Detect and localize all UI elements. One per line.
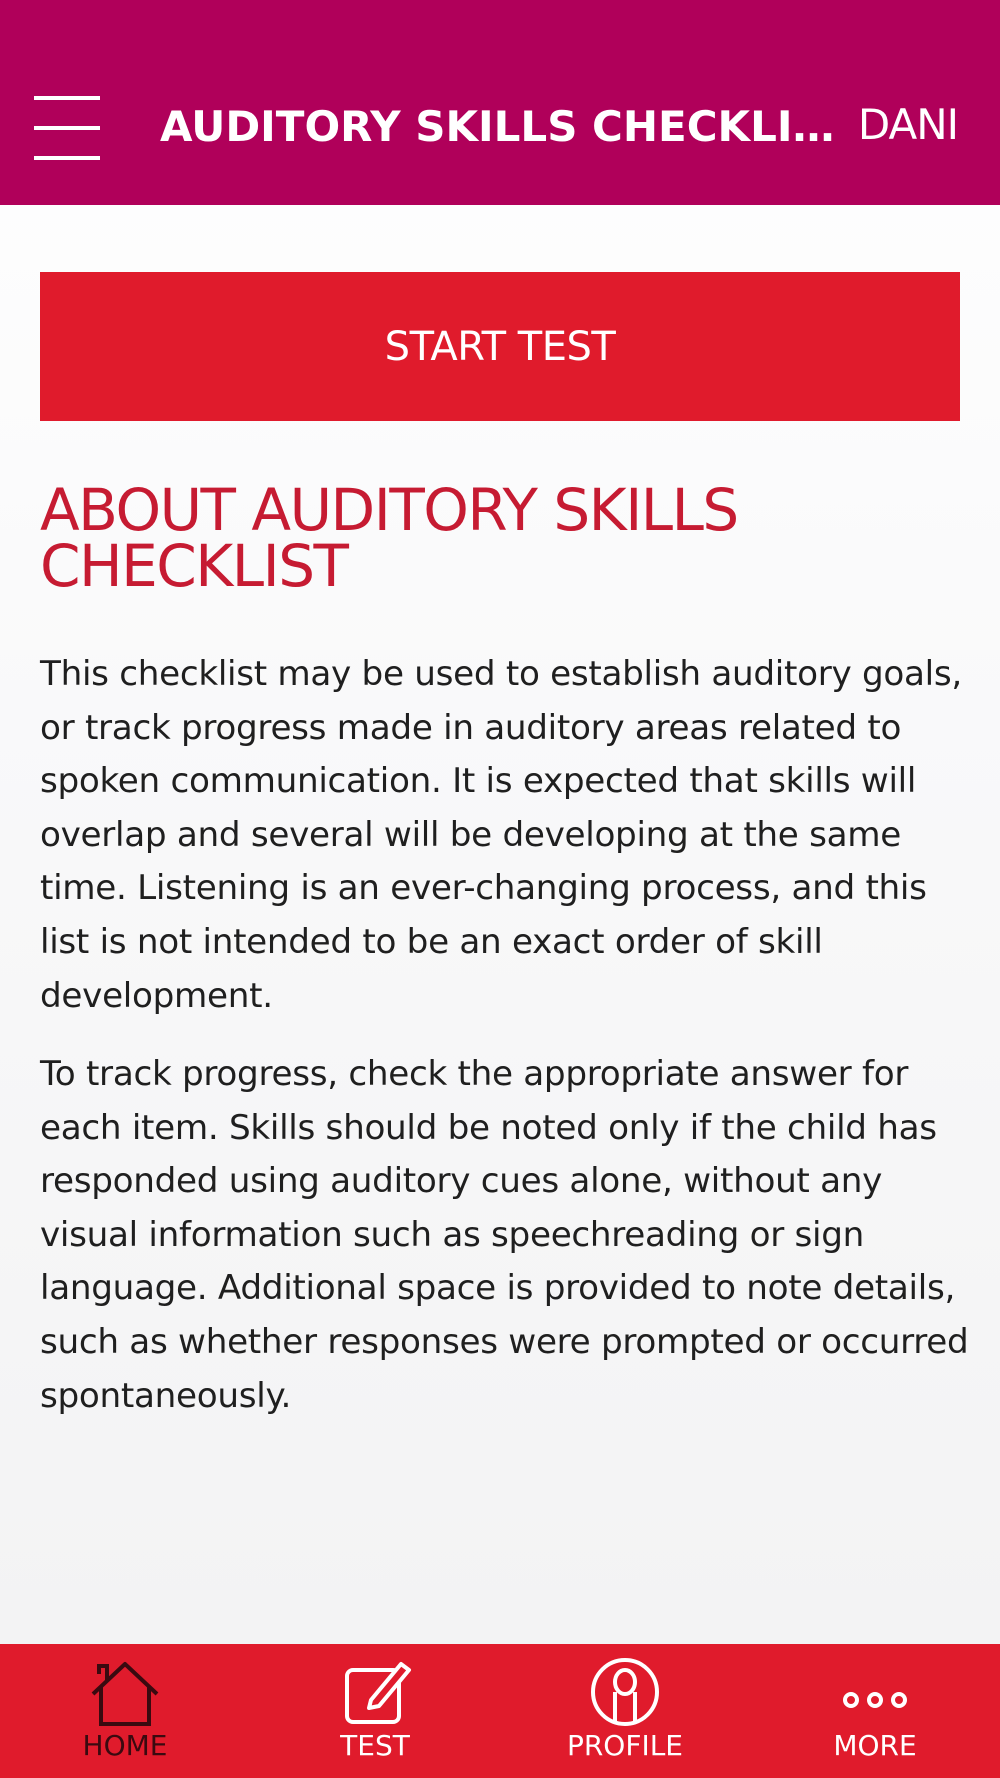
edit-icon: [335, 1656, 415, 1728]
tab-home[interactable]: [0, 1644, 250, 1778]
tab-label: TEST: [340, 1729, 410, 1762]
about-paragraph: This checklist may be used to establish auditory goals, or track progress made in auditory areas related to spoken communication. It is expected that skills will overlap and several will be developing at the same time. Listening is an ever-changing process, and this list is not intended to be an exact order of skill development.: [40, 654, 962, 1016]
tab-label: PROFILE: [566, 1729, 684, 1762]
hamburger-menu-icon[interactable]: [30, 92, 102, 164]
tab-profile[interactable]: [500, 1644, 750, 1778]
home-icon: [85, 1656, 165, 1728]
profile-icon: [585, 1656, 665, 1728]
bottom-tab-bar: [0, 1644, 1000, 1778]
app-header: [0, 0, 1000, 205]
tab-label: HOME: [82, 1729, 168, 1762]
start-test-button[interactable]: START TEST: [40, 272, 960, 421]
menu-line: [34, 126, 100, 130]
tab-test[interactable]: [250, 1644, 500, 1778]
user-name[interactable]: DANI: [857, 100, 958, 149]
about-paragraph: To track progress, check the appropriate answer for each item. Skills should be noted only if the child has responded using auditory cues alone, without any visual information such as speechreading or sign language. Additional space is provided to note details, such as whether responses were prompted or occurred spontaneously.: [40, 1054, 969, 1416]
more-icon: [835, 1656, 915, 1728]
about-heading: ABOUT AUDITORY SKILLS CHECKLIST: [40, 476, 738, 600]
menu-line: [34, 156, 100, 160]
tab-more[interactable]: [750, 1644, 1000, 1778]
tab-label: MORE: [833, 1729, 917, 1762]
menu-line: [34, 96, 100, 100]
page-title: AUDITORY SKILLS CHECKLI…: [160, 102, 835, 151]
